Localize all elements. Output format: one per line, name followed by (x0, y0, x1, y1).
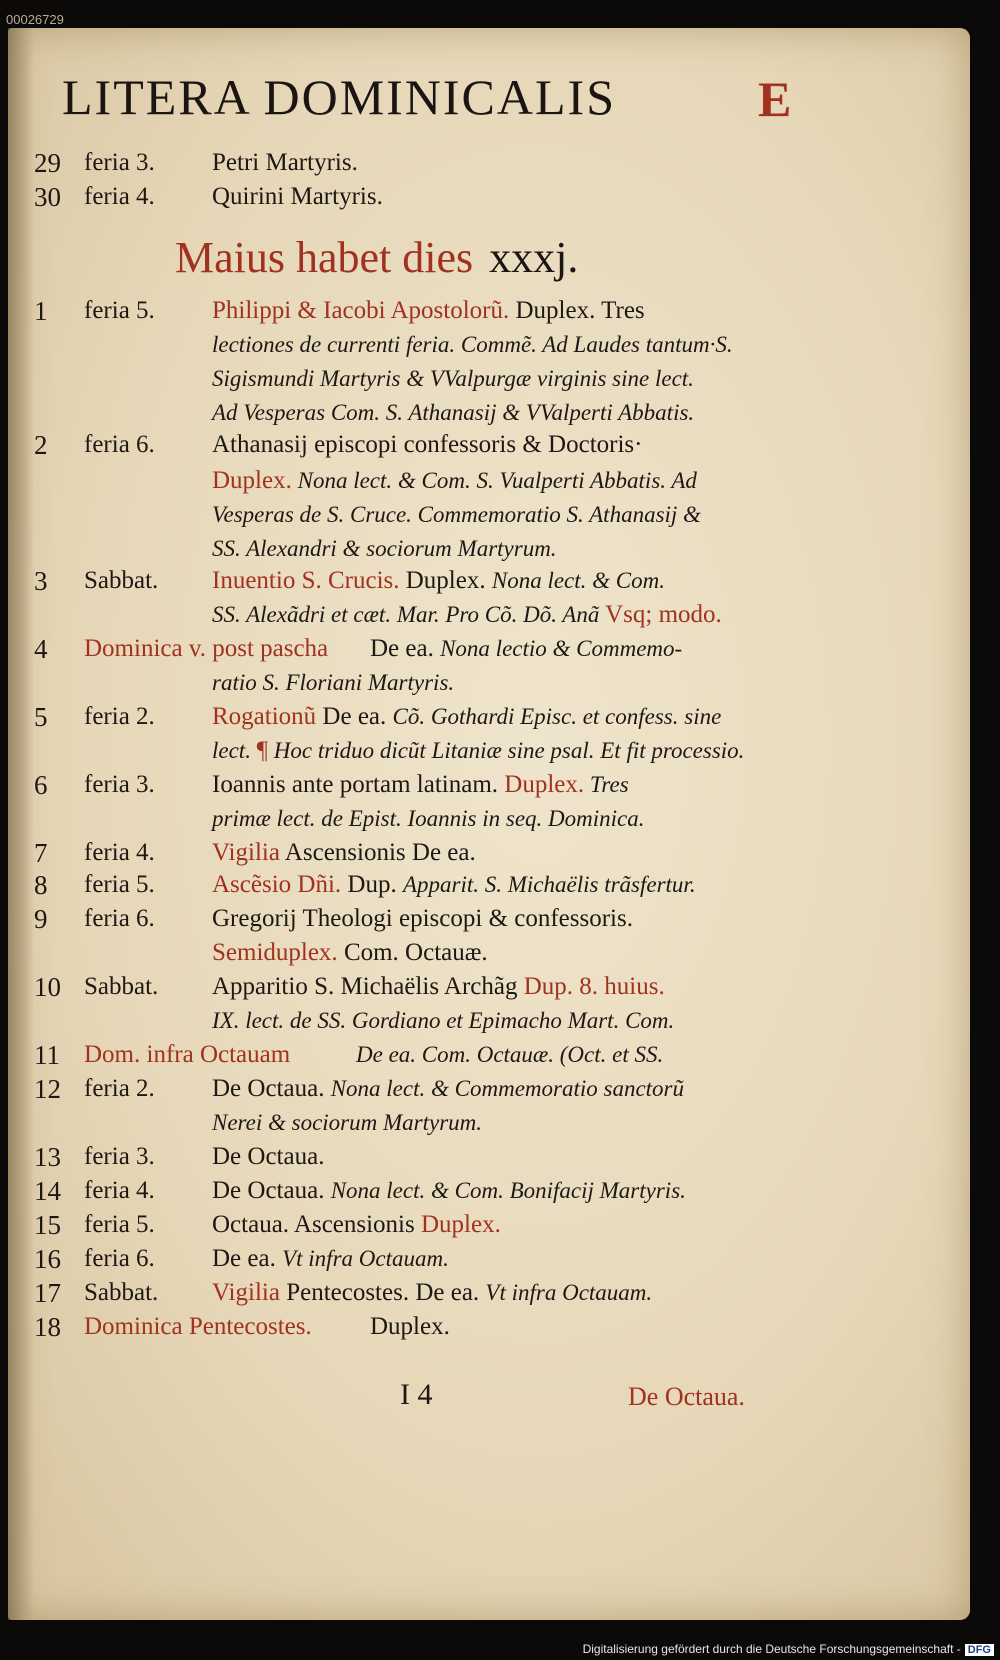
feast-entry (212, 330, 733, 360)
entry-segment: De Octaua. (212, 1075, 331, 1102)
entry-segment: Vigilia (212, 839, 280, 866)
entry-segment: IX. lect. de SS. Gordiano et Epimacho Mart. Com. (212, 1008, 675, 1033)
entry-segment: Athanasij episcopi confessoris & Doctoris· (212, 431, 643, 458)
entry-segment: Cõ. Gothardi Episc. et confess. sine (392, 704, 722, 729)
weekday-label: Dom. infra Octauam (84, 1041, 291, 1068)
month-title: Maius habet dies (175, 233, 474, 282)
weekday-label: feria 4. (84, 183, 155, 210)
day-number: 15 (34, 1210, 61, 1240)
feast-entry (212, 770, 629, 800)
feast-entry (212, 364, 694, 394)
entry-segment: Ad Vesperas Com. S. Athanasij & VValperti Abbatis. (212, 400, 695, 425)
day-number: 29 (34, 148, 61, 178)
feast-entry (212, 466, 697, 496)
weekday-label: Dominica v. post pascha (84, 635, 329, 662)
entry-segment: Vt infra Octauam. (485, 1280, 653, 1305)
weekday-label: feria 3. (84, 149, 155, 176)
feast-entry (212, 972, 665, 1002)
entry-segment: Apparitio S. Michaëlis Archãg (212, 973, 524, 1000)
entry-segment: Philippi & Iacobi Apostolorũ. (212, 297, 510, 324)
manuscript-code: 00026729 (6, 12, 64, 27)
feast-entry (212, 600, 722, 630)
feast-entry (212, 534, 557, 564)
entry-segment: Duplex. (504, 771, 585, 798)
entry-segment: Duplex. (420, 1211, 501, 1238)
entry-segment: Ascẽsio Dñi. (212, 871, 342, 898)
entry-segment: ¶ (256, 737, 269, 764)
feast-entry (212, 1006, 674, 1036)
credit-text: Digitalisierung gefördert durch die Deutsche Forschungsgemeinschaft - (582, 1642, 961, 1656)
day-number: 16 (34, 1244, 61, 1274)
day-number: 17 (34, 1278, 61, 1308)
day-number: 14 (34, 1176, 61, 1206)
feast-entry (212, 1176, 686, 1206)
feast-entry (212, 702, 721, 732)
catchword: De Octaua. (628, 1382, 745, 1411)
day-number: 30 (34, 182, 61, 212)
feast-entry (370, 634, 682, 664)
entry-segment: Dup. (341, 871, 403, 898)
weekday-label: feria 5. (84, 297, 155, 324)
weekday-label: Sabbat. (84, 973, 159, 1000)
entry-segment: Apparit. S. Michaëlis trãsfertur. (402, 872, 696, 897)
entry-segment: De Octaua. (212, 1177, 331, 1204)
entry-segment: De ea. Com. Octauæ. (Oct. et SS. (356, 1042, 664, 1067)
weekday-label: Sabbat. (84, 1279, 159, 1306)
feast-entry (212, 804, 645, 834)
feast-entry (212, 904, 633, 934)
entry-segment: lectiones de currenti feria. Commẽ. Ad Laudes tantum·S. (212, 332, 733, 357)
entry-segment: Quirini Martyris. (212, 183, 383, 210)
weekday-label: feria 2. (84, 703, 155, 730)
feast-entry (212, 182, 383, 212)
entry-segment: Vt infra Octauam. (282, 1246, 449, 1271)
feast-entry (212, 430, 642, 460)
weekday-label: feria 6. (84, 905, 155, 932)
feast-entry (212, 398, 694, 428)
entry-segment: Duplex. Tres (509, 297, 645, 324)
weekday-label: feria 5. (84, 871, 155, 898)
feast-entry (356, 1040, 663, 1070)
entry-segment: Inuentio S. Crucis. (212, 567, 400, 594)
entry-segment: Octaua. Ascensionis (212, 1211, 421, 1238)
weekday-label: feria 3. (84, 771, 155, 798)
entry-segment: Nona lect. & Com. S. Vualperti Abbatis. Ad (291, 468, 697, 493)
entry-segment: Ascensionis De ea. (279, 839, 476, 866)
feast-entry (212, 1074, 684, 1104)
entry-segment: Hoc triduo dicũt Litaniæ sine psal. Et fit processio. (268, 738, 745, 763)
day-number: 13 (34, 1142, 61, 1172)
entry-segment: Sigismundi Martyris & VValpurgæ virginis sine lect. (212, 366, 694, 391)
entry-segment: Ioannis ante portam latinam. (212, 771, 505, 798)
entry-segment: De Octaua. (212, 1143, 325, 1170)
entry-segment: De ea. (316, 703, 393, 730)
digitization-credit (583, 1642, 994, 1656)
weekday-label: feria 3. (84, 1143, 155, 1170)
day-number: 8 (34, 870, 48, 900)
feast-entry (212, 500, 701, 530)
feast-entry (212, 566, 665, 596)
entry-segment: Com. Octauæ. (337, 939, 488, 966)
weekday-label: Dominica Pentecostes. (84, 1313, 312, 1340)
entry-segment: Nona lect. & Com. Bonifacij Martyris. (330, 1178, 686, 1203)
feast-entry (212, 736, 744, 766)
entry-segment: Rogationũ (212, 703, 317, 730)
signature-mark: I 4 (400, 1378, 433, 1411)
page-gutter (8, 28, 34, 1620)
entry-segment: Vsq; modo. (605, 601, 722, 628)
entry-segment: ratio S. Floriani Martyris. (212, 670, 455, 695)
weekday-label: feria 6. (84, 431, 155, 458)
entry-segment: Dup. 8. huius. (523, 973, 665, 1000)
weekday-label: feria 4. (84, 1177, 155, 1204)
entry-segment: Nona lectio & Commemo- (440, 636, 683, 661)
weekday-label: feria 4. (84, 839, 155, 866)
day-number: 7 (34, 838, 48, 868)
feast-entry (212, 1278, 652, 1308)
month-heading (175, 232, 578, 283)
entry-segment: Nerei & sociorum Martyrum. (212, 1110, 483, 1135)
day-number: 4 (34, 634, 48, 664)
entry-segment: Vesperas de S. Cruce. Commemoratio S. Athanasij & (212, 502, 701, 527)
weekday-label: feria 5. (84, 1211, 155, 1238)
day-number: 2 (34, 430, 48, 460)
entry-segment: De ea. (212, 1245, 283, 1272)
entry-segment: Vigilia (212, 1279, 280, 1306)
day-number: 11 (34, 1040, 60, 1070)
entry-segment: Duplex. (212, 467, 292, 494)
day-number: 10 (34, 972, 61, 1002)
day-number: 18 (34, 1312, 61, 1342)
entry-segment: SS. Alexandri & sociorum Martyrum. (212, 536, 557, 561)
entry-segment: Nona lect. & Com. (491, 568, 665, 593)
running-header: LITERA DOMINICALIS (62, 69, 617, 125)
feast-entry (212, 296, 645, 326)
weekday-label: Sabbat. (84, 567, 159, 594)
entry-segment: SS. Alexãdri et cæt. Mar. Pro Cõ. Dõ. Anã (212, 602, 606, 627)
day-number: 5 (34, 702, 48, 732)
entry-segment: Gregorij Theologi episcopi & confessoris. (212, 905, 633, 932)
entry-segment: Duplex. (399, 567, 492, 594)
feast-entry (212, 148, 358, 178)
entry-segment: Semiduplex. (212, 939, 338, 966)
feast-entry (212, 938, 488, 968)
feast-entry (212, 1142, 324, 1172)
entry-segment: primæ lect. de Epist. Ioannis in seq. Dominica. (212, 806, 645, 831)
day-number: 6 (34, 770, 48, 800)
dominical-letter: E (758, 71, 792, 127)
feast-entry (212, 1108, 482, 1138)
month-days: xxxj. (489, 233, 579, 282)
feast-entry (212, 1244, 449, 1274)
day-number: 12 (34, 1074, 61, 1104)
feast-entry (212, 668, 454, 698)
weekday-label: feria 2. (84, 1075, 155, 1102)
day-number: 1 (34, 296, 48, 326)
feast-entry (212, 1210, 501, 1240)
day-number: 3 (34, 566, 48, 596)
entry-segment: De ea. (370, 635, 441, 662)
entry-segment: lect. (212, 738, 257, 763)
entry-segment: Nona lect. & Commemoratio sanctorũ (330, 1076, 684, 1101)
day-number: 9 (34, 904, 48, 934)
feast-entry (370, 1312, 450, 1342)
feast-entry (212, 870, 696, 900)
entry-segment: Duplex. (370, 1313, 450, 1340)
entry-segment: Pentecostes. De ea. (279, 1279, 486, 1306)
entry-segment: Tres (584, 772, 629, 797)
feast-entry (212, 838, 476, 868)
entry-segment: Petri Martyris. (212, 149, 358, 176)
weekday-label: feria 6. (84, 1245, 155, 1272)
dfg-logo: DFG (965, 1644, 994, 1656)
